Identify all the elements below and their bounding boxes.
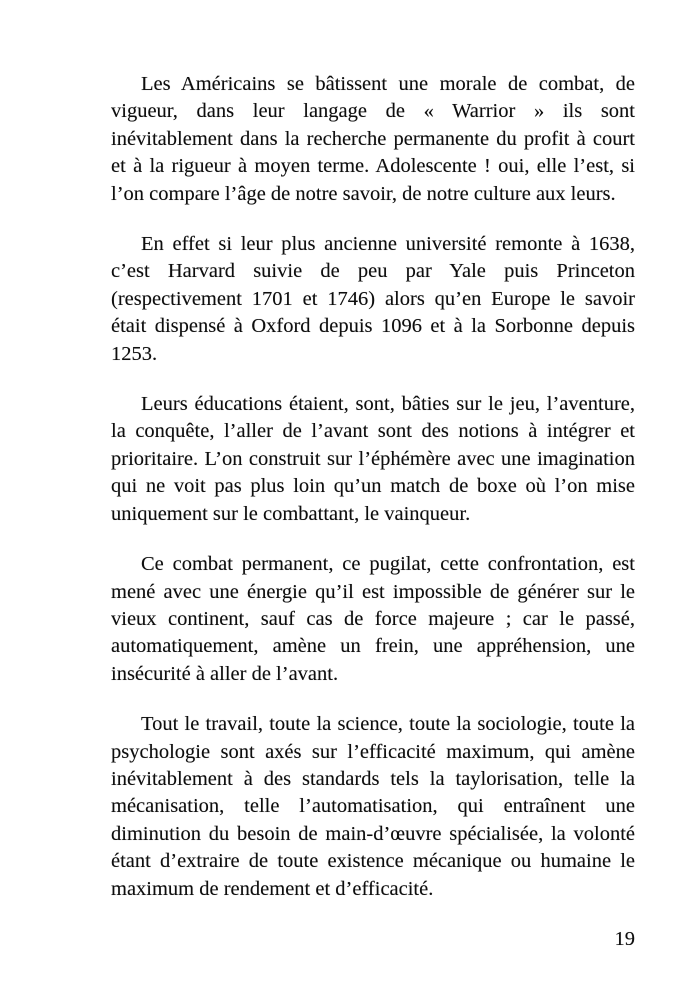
text-line: automatiquement, amène un frein, une appréhension, une	[111, 635, 635, 658]
page-number: 19	[614, 927, 635, 950]
text-line: l’on compare l’âge de notre savoir, de notre culture aux leurs.	[111, 182, 616, 205]
text-line: maximum de rendement et d’efficacité.	[111, 877, 434, 900]
text-line: vigueur, dans leur langage de « Warrior » ils sont	[111, 100, 635, 123]
text-line: En effet si leur plus ancienne université remonte à 1638,	[141, 233, 635, 256]
text-line: étant d’extraire de toute existence mécanique ou humaine le	[111, 850, 635, 873]
text-line: inévitablement dans la recherche permanente du profit à court	[111, 127, 635, 150]
text-column	[111, 71, 635, 953]
text-line: Leurs éducations étaient, sont, bâties sur le jeu, l’aventure,	[141, 393, 635, 416]
text-line: mécanisation, telle l’automatisation, qui entraînent une	[111, 795, 635, 818]
text-line: Les Américains se bâtissent une morale de combat, de	[141, 73, 635, 95]
text-line: psychologie sont axés sur l’efficacité maximum, qui amène	[111, 740, 635, 763]
paragraph	[111, 711, 635, 903]
text-line: (respectivement 1701 et 1746) alors qu’en Europe le savoir	[111, 287, 635, 310]
text-line: Ce combat permanent, ce pugilat, cette confrontation, est	[141, 553, 635, 576]
text-line: était dispensé à Oxford depuis 1096 et à la Sorbonne depuis	[111, 315, 635, 338]
text-line: qui ne voit pas plus loin qu’un match de boxe où l’on mise	[111, 475, 635, 498]
text-line: diminution du besoin de main-d’œuvre spécialisée, la volonté	[111, 822, 635, 845]
text-line: Tout le travail, toute la science, toute la sociologie, toute la	[141, 713, 635, 736]
text-line: vieux continent, sauf cas de force majeure ; car le passé,	[111, 607, 635, 630]
text-line: et à la rigueur à moyen terme. Adolescente ! oui, elle l’est, si	[111, 155, 635, 178]
text-line: inévitablement à des standards tels la taylorisation, telle la	[111, 767, 635, 790]
text-line: 1253.	[111, 342, 158, 365]
paragraph	[111, 391, 635, 528]
text-line: prioritaire. L’on construit sur l’éphémère avec une imagination	[111, 447, 635, 470]
text-line: mené avec une énergie qu’il est impossible de générer sur le	[111, 580, 635, 603]
paragraph	[111, 71, 635, 208]
text-line: insécurité à aller de l’avant.	[111, 662, 339, 685]
text-line: uniquement sur le combattant, le vainqueur.	[111, 502, 471, 525]
text-line: c’est Harvard suivie de peu par Yale puis Princeton	[111, 260, 635, 283]
paragraph	[111, 231, 635, 368]
text-line: la conquête, l’aller de l’avant sont des notions à intégrer et	[111, 420, 635, 443]
paragraph	[111, 551, 635, 688]
